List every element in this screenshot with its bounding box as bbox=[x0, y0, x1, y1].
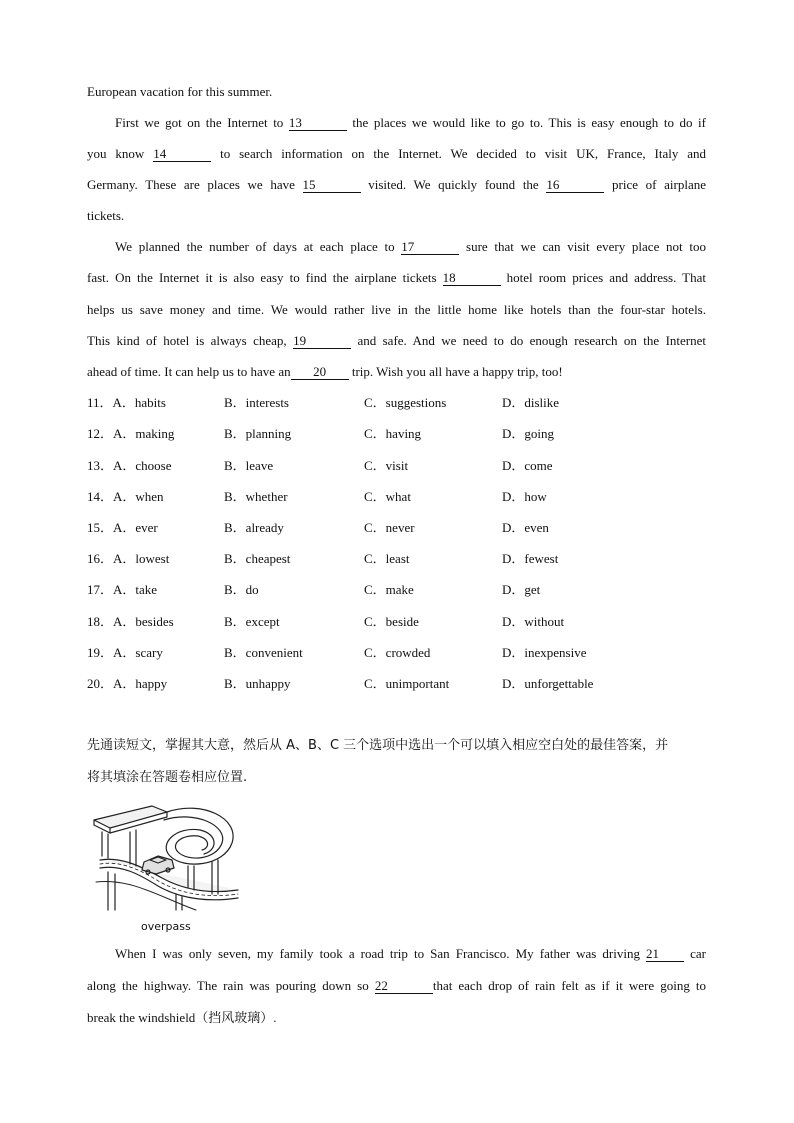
option-b[interactable]: B．planning bbox=[224, 426, 292, 441]
question-row bbox=[87, 551, 707, 567]
option-a[interactable]: 12．A．making bbox=[87, 426, 175, 441]
passage1-line-10: ahead of time. It can help us to have an 20 trip. Wish you all have a happy trip, too! bbox=[87, 364, 563, 379]
blank-16[interactable]: 16 bbox=[546, 178, 604, 193]
question-row bbox=[87, 520, 707, 536]
passage1-line-3: you know 14 to search information on the Internet. We decided to visit UK, France, Italy and bbox=[87, 146, 707, 161]
blank-17[interactable]: 17 bbox=[401, 240, 459, 255]
option-d[interactable]: D．inexpensive bbox=[502, 645, 587, 660]
blank-15[interactable]: 15 bbox=[303, 178, 361, 193]
option-d[interactable]: D．fewest bbox=[502, 551, 559, 566]
option-b[interactable]: B．except bbox=[224, 614, 280, 629]
option-a[interactable]: 17．A．take bbox=[87, 582, 158, 597]
blank-20[interactable]: 20 bbox=[291, 365, 349, 380]
option-d[interactable]: D．going bbox=[502, 426, 555, 441]
passage1-line-4: Germany. These are places we have 15 visited. We quickly found the 16 price of airplane bbox=[87, 177, 706, 192]
option-b[interactable]: B．leave bbox=[224, 458, 274, 473]
option-b[interactable]: B．unhappy bbox=[224, 676, 291, 691]
option-c[interactable]: C．make bbox=[364, 582, 414, 597]
passage1-line-9: This kind of hotel is always cheap, 19 and safe. And we need to do enough research on the Internet bbox=[87, 333, 706, 348]
option-a[interactable]: 20．A．happy bbox=[87, 676, 168, 691]
question-row bbox=[87, 614, 707, 630]
option-c[interactable]: C．never bbox=[364, 520, 415, 535]
option-a[interactable]: 15．A．ever bbox=[87, 520, 158, 535]
option-c[interactable]: C．having bbox=[364, 426, 422, 441]
option-c[interactable]: C．crowded bbox=[364, 645, 431, 660]
option-c[interactable]: C．suggestions bbox=[364, 395, 447, 410]
option-a[interactable]: 19．A．scary bbox=[87, 645, 163, 660]
question-row bbox=[87, 645, 707, 661]
option-c[interactable]: C．what bbox=[364, 489, 411, 504]
blank-18[interactable]: 18 bbox=[443, 271, 501, 286]
option-a[interactable]: 18．A．besides bbox=[87, 614, 174, 629]
question-row bbox=[87, 426, 707, 442]
question-row bbox=[87, 458, 707, 474]
figure-caption: overpass bbox=[141, 920, 191, 933]
passage1-line-1: European vacation for this summer. bbox=[87, 84, 273, 99]
question-row bbox=[87, 395, 707, 411]
option-d[interactable]: D．dislike bbox=[502, 395, 560, 410]
blank-13[interactable]: 13 bbox=[289, 116, 347, 131]
passage1-line-2: First we got on the Internet to 13 the places we would like to go to. This is easy enough to do if bbox=[115, 115, 707, 130]
option-d[interactable]: D．come bbox=[502, 458, 553, 473]
option-b[interactable]: B．cheapest bbox=[224, 551, 291, 566]
option-c[interactable]: C．unimportant bbox=[364, 676, 450, 691]
passage1-line-7: fast. On the Internet it is also easy to find the airplane tickets 18 hotel room prices and address. That bbox=[87, 270, 706, 285]
blank-14[interactable]: 14 bbox=[153, 147, 211, 162]
option-a[interactable]: 14．A．when bbox=[87, 489, 164, 504]
option-c[interactable]: C．beside bbox=[364, 614, 419, 629]
option-b[interactable]: B．convenient bbox=[224, 645, 303, 660]
option-b[interactable]: B．do bbox=[224, 582, 259, 597]
passage1-line-5: tickets. bbox=[87, 208, 125, 223]
option-b[interactable]: B．already bbox=[224, 520, 284, 535]
blank-21[interactable]: 21 bbox=[646, 947, 684, 962]
option-b[interactable]: B．interests bbox=[224, 395, 289, 410]
option-a[interactable]: 11．A．habits bbox=[87, 395, 166, 410]
question-row bbox=[87, 582, 707, 598]
option-a[interactable]: 13．A．choose bbox=[87, 458, 172, 473]
question-row bbox=[87, 489, 707, 505]
option-d[interactable]: D．even bbox=[502, 520, 549, 535]
option-c[interactable]: C．least bbox=[364, 551, 410, 566]
question-row bbox=[87, 676, 707, 692]
passage2-line-1: When I was only seven, my family took a road trip to San Francisco. My father was driving 21 car bbox=[115, 946, 706, 961]
passage2-line-3: break the windshield（挡风玻璃）. bbox=[87, 1010, 277, 1025]
option-a[interactable]: 16．A．lowest bbox=[87, 551, 170, 566]
blank-22[interactable]: 22 bbox=[375, 979, 433, 994]
instruction-line-2: 将其填涂在答题卷相应位置. bbox=[87, 770, 248, 785]
option-b[interactable]: B．whether bbox=[224, 489, 288, 504]
passage1-line-8: helps us save money and time. We would rather live in the little home like hotels than the four-star hotels. bbox=[87, 302, 706, 317]
passage1-line-6: We planned the number of days at each place to 17 sure that we can visit every place not too bbox=[115, 239, 706, 254]
option-d[interactable]: D．unforgettable bbox=[502, 676, 594, 691]
overpass-illustration bbox=[92, 798, 242, 913]
option-d[interactable]: D．without bbox=[502, 614, 565, 629]
option-d[interactable]: D．get bbox=[502, 582, 541, 597]
blank-19[interactable]: 19 bbox=[293, 334, 351, 349]
passage2-line-2: along the highway. The rain was pouring down so 22 that each drop of rain felt as if it were going to bbox=[87, 978, 707, 993]
option-c[interactable]: C．visit bbox=[364, 458, 409, 473]
option-d[interactable]: D．how bbox=[502, 489, 547, 504]
instruction-line-1: 先通读短文，掌握其大意，然后从 A、B、C 三个选项中选出一个可以填入相应空白处的最佳答案，并 bbox=[87, 738, 669, 753]
